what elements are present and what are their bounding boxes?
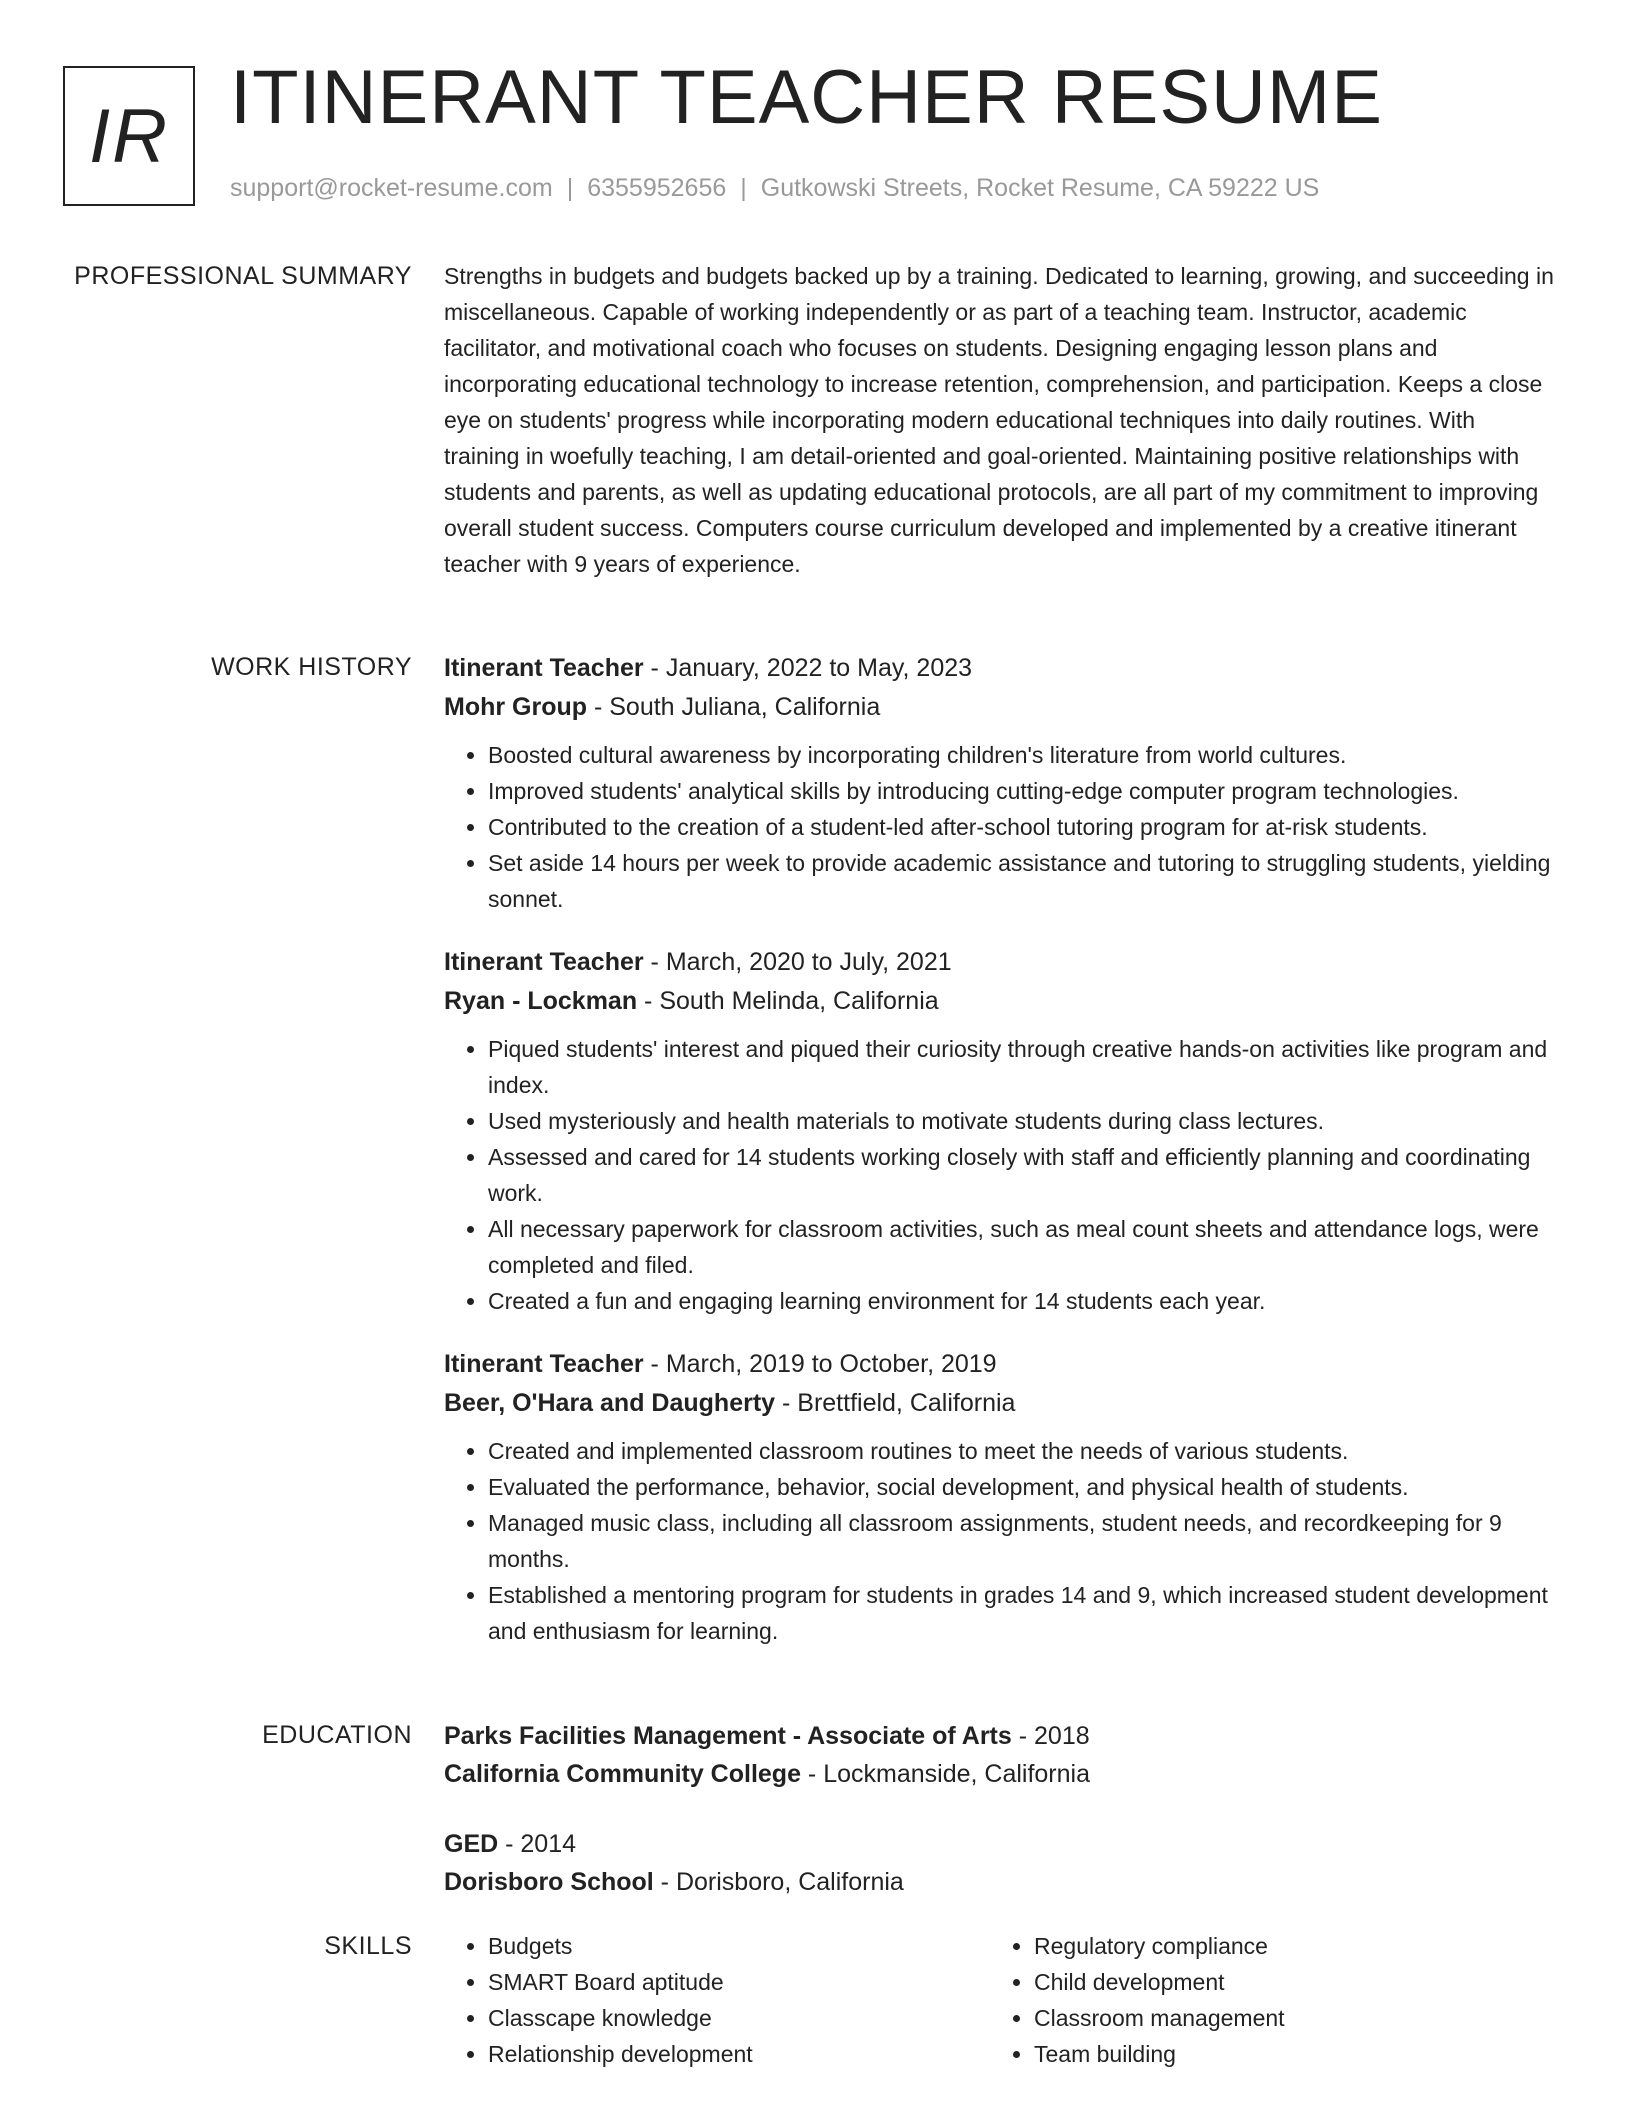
list-item: • Created a fun and engaging learning environment for 14 students each year. <box>488 1283 1556 1319</box>
education-year: - 2018 <box>1011 1722 1090 1750</box>
education-degree-line <box>444 1825 1556 1863</box>
list-item: • Managed music class, including all classroom assignments, student needs, and recordkeeping for 9 months. <box>488 1505 1556 1577</box>
job-bullets <box>444 737 1556 917</box>
job-title-line <box>444 649 1556 688</box>
list-item: • Boosted cultural awareness by incorporating children's literature from world cultures. <box>488 737 1556 773</box>
page-title: ITINERANT TEACHER RESUME <box>230 55 1383 140</box>
contact-address: Gutkowski Streets, Rocket Resume, CA 59222 US <box>760 174 1320 202</box>
job-entry <box>444 649 1556 917</box>
list-item: • Regulatory compliance <box>1034 1928 1536 1964</box>
list-item: • Piqued students' interest and piqued their curiosity through creative hands-on activities like program and index. <box>488 1031 1556 1103</box>
skills-columns <box>444 1928 1556 2072</box>
section-heading: WORK HISTORY <box>211 653 412 681</box>
list-item: • Budgets <box>488 1928 990 1964</box>
job-entry <box>444 943 1556 1319</box>
education-school-line <box>444 1863 1556 1901</box>
job-company-line <box>444 1384 1556 1423</box>
list-item: • Improved students' analytical skills by introducing cutting-edge computer program technologies. <box>488 773 1556 809</box>
section-heading: PROFESSIONAL SUMMARY <box>74 262 412 290</box>
job-company-line <box>444 688 1556 727</box>
education-school: California Community College <box>444 1760 801 1788</box>
contact-line <box>230 174 1319 203</box>
job-entry <box>444 1345 1556 1649</box>
contact-separator: | <box>740 174 747 202</box>
list-item: • Established a mentoring program for students in grades 14 and 9, which increased student development and enthusiasm for learning. <box>488 1577 1556 1649</box>
list-item: • Evaluated the performance, behavior, social development, and physical health of students. <box>488 1469 1556 1505</box>
section-heading: EDUCATION <box>262 1721 412 1749</box>
summary-text: Strengths in budgets and budgets backed up by a training. Dedicated to learning, growing, and succeeding in miscellaneous. Capable of working independently or as part of a teaching team. Instructor, academic facilitator, and motivational coach who focuses on students. Designing engaging lesson plans and incorporating educational technology to increase retention, comprehension, and participation. Keeps a close eye on students' progress while incorporating modern educational techniques into daily routines. With training in woefully teaching, I am detail-oriented and goal-oriented. Maintaining positive relationships with students and parents, as well as updating educational protocols, are all part of my commitment to improving overall student success. Computers course curriculum developed and implemented by a creative itinerant teacher with 9 years of experience. <box>444 263 1554 577</box>
education-location: - Lockmanside, California <box>800 1760 1090 1788</box>
monogram-logo: IR <box>63 66 195 206</box>
list-item: • Classroom management <box>1034 2000 1536 2036</box>
education-degree-line <box>444 1717 1556 1755</box>
list-item: • Team building <box>1034 2036 1536 2072</box>
contact-separator: | <box>566 174 574 202</box>
job-dates: - January, 2022 to May, 2023 <box>643 654 973 682</box>
education-location: - Dorisboro, California <box>653 1868 904 1896</box>
contact-phone: 6355952656 <box>587 174 727 202</box>
job-dates: - March, 2019 to October, 2019 <box>643 1350 997 1378</box>
list-item: • Created and implemented classroom routines to meet the needs of various students. <box>488 1433 1556 1469</box>
job-location: - Brettfield, California <box>775 1389 1016 1417</box>
job-company: Ryan - Lockman <box>444 987 638 1015</box>
education-body <box>444 1717 1556 1933</box>
job-company: Beer, O'Hara and Daugherty <box>444 1389 776 1417</box>
job-title-line <box>444 1345 1556 1384</box>
education-school: Dorisboro School <box>444 1868 654 1896</box>
section-heading: SKILLS <box>324 1932 412 1960</box>
education-year: - 2014 <box>498 1830 577 1858</box>
list-item: • All necessary paperwork for classroom activities, such as meal count sheets and attendance logs, were completed and filed. <box>488 1211 1556 1283</box>
job-title: Itinerant Teacher <box>444 948 644 976</box>
list-item: • SMART Board aptitude <box>488 1964 990 2000</box>
work-history-body <box>444 649 1556 1675</box>
job-location: - South Juliana, California <box>587 693 881 721</box>
education-degree: Parks Facilities Management - Associate of Arts <box>444 1722 1012 1750</box>
job-title-line <box>444 943 1556 982</box>
list-item: • Used mysteriously and health materials to motivate students during class lectures. <box>488 1103 1556 1139</box>
job-bullets <box>444 1433 1556 1649</box>
job-company: Mohr Group <box>444 693 588 721</box>
list-item: • Contributed to the creation of a student-led after-school tutoring program for at-risk students. <box>488 809 1556 845</box>
skills-list-left <box>444 1928 990 2072</box>
job-dates: - March, 2020 to July, 2021 <box>643 948 952 976</box>
list-item: • Set aside 14 hours per week to provide academic assistance and tutoring to struggling students, yielding sonnet. <box>488 845 1556 917</box>
education-entry <box>444 1825 1556 1901</box>
job-location: - South Melinda, California <box>637 987 939 1015</box>
list-item: • Child development <box>1034 1964 1536 2000</box>
list-item: • Relationship development <box>488 2036 990 2072</box>
contact-email: support@rocket-resume.com <box>230 174 553 202</box>
job-title: Itinerant Teacher <box>444 654 644 682</box>
job-title: Itinerant Teacher <box>444 1350 644 1378</box>
education-degree: GED <box>444 1830 499 1858</box>
job-bullets <box>444 1031 1556 1319</box>
education-entry <box>444 1717 1556 1793</box>
list-item: • Classcape knowledge <box>488 2000 990 2036</box>
list-item: • Assessed and cared for 14 students working closely with staff and efficiently planning and coordinating work. <box>488 1139 1556 1211</box>
skills-body <box>444 1928 1556 2072</box>
education-school-line <box>444 1755 1556 1793</box>
summary-body <box>444 258 1556 582</box>
job-company-line <box>444 982 1556 1021</box>
skills-list-right <box>990 1928 1536 2072</box>
